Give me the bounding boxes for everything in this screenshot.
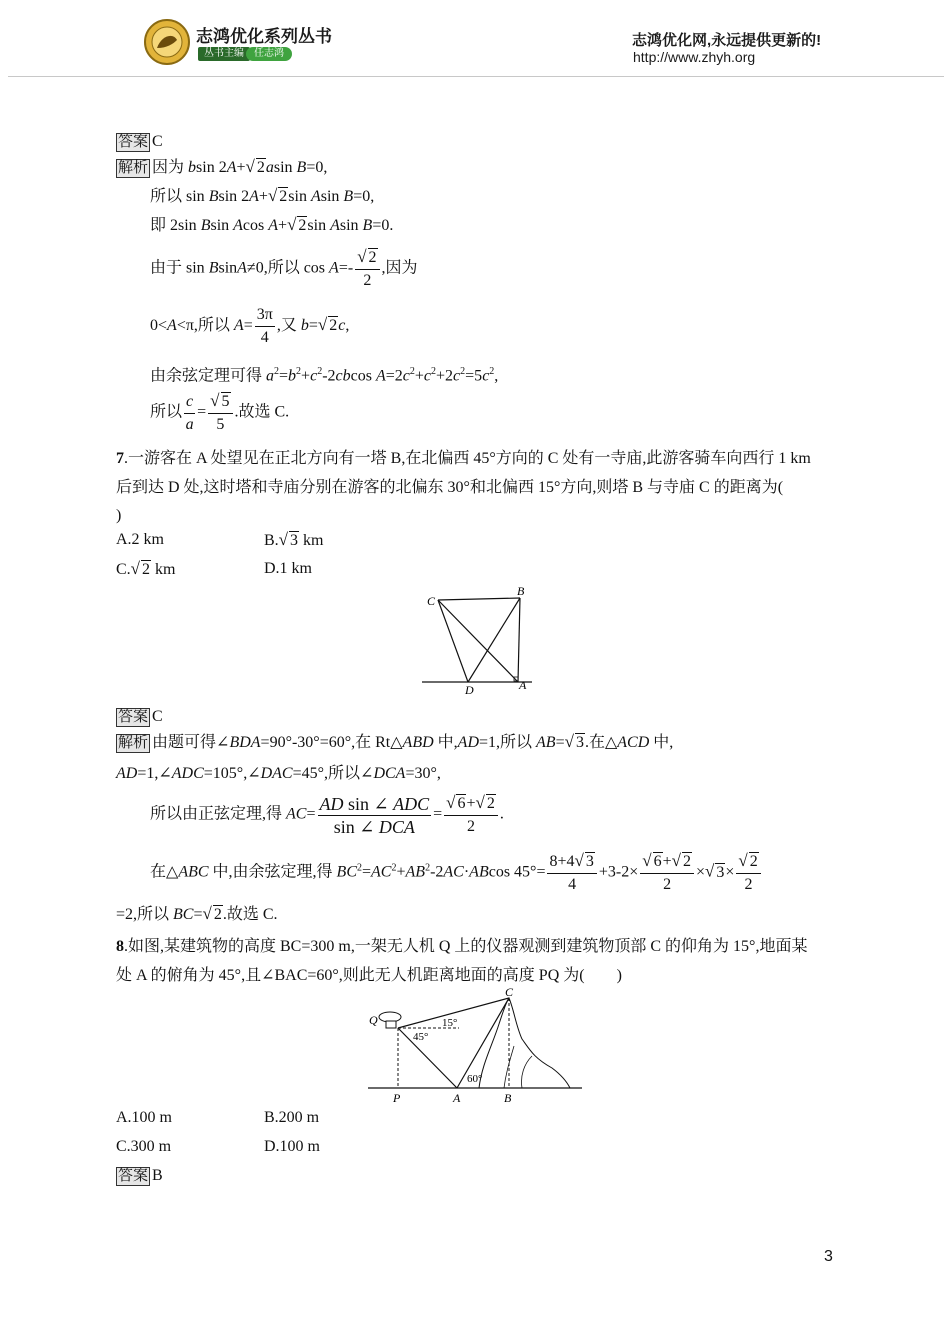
q7-stem-line-1: 7.一游客在 A 处望见在正北方向有一塔 B,在北偏西 45°方向的 C 处有一寺庙,此游客骑车向西行 1 km	[116, 450, 811, 467]
q6-analysis-line-2: 所以 sin Bsin 2A+√ 2sin Asin B=0,	[150, 186, 375, 205]
q8-angle-60: 60°	[467, 1073, 483, 1085]
q6-analysis-line-7: 所以 $\frac{c}{a}$ = $\frac{√ 5}{5}$ .故选 C.	[150, 391, 290, 433]
q7-label-a: A	[519, 678, 527, 692]
q8-mountain-detail	[504, 1046, 532, 1088]
q8-mountain-outline	[479, 998, 570, 1088]
header-divider	[8, 76, 944, 77]
q7-segment-ba	[518, 598, 520, 682]
publisher-logo-icon	[143, 18, 191, 66]
q8-figure	[364, 984, 586, 1106]
q8-angle-15: 15°	[442, 1017, 458, 1029]
q8-stem-line-1: 8.如图,某建筑物的高度 BC=300 m,一架无人机 Q 上的仪器观测到建筑物顶部 C 的仰角为 15°,地面某	[116, 938, 808, 955]
q8-stem-line-2: 处 A 的俯角为 45°,且∠BAC=60°,则此无人机距离地面的高度 PQ 为( )	[116, 967, 622, 984]
analysis-tag: 解析	[118, 735, 149, 751]
q7-label-d: D	[465, 683, 474, 696]
answer-tag: 答案	[118, 1168, 149, 1184]
q6-analysis-line-6: 由余弦定理可得 $a^2=b^2+c^2-2cbcos$ $A=2c^2+c^2+2c^2=5c^2$,	[150, 366, 499, 385]
q7-stem-line-2: 后到达 D 处,这时塔和寺庙分别在游客的北偏东 30°和北偏西 15°方向,则塔 B 与寺庙 C 的距离为(	[116, 479, 784, 496]
q7-segment-cb	[438, 598, 520, 600]
q7-option-a: A.2 km	[116, 531, 164, 548]
q8-label-p: P	[393, 1091, 401, 1105]
q6-analysis-line-5: 0<A<π,所以 A= $\frac{3\pi}{4}$ ,又 b=√ 2c,	[150, 306, 350, 346]
q8-option-c: C.300 m	[116, 1138, 172, 1155]
q7-label-b: B	[517, 584, 525, 598]
q8-label-q: Q	[369, 1013, 378, 1027]
q7-analysis-line-3: 所以由正弦定理,得 AC= $\frac{\text{AD sin ∠ ADC}}{\text{sin ∠ DCA}}$ = $\frac{√ 6+√ 2}{2}$ .	[150, 793, 504, 837]
page-number: 3	[824, 1248, 833, 1265]
q7-stem-line-3: )	[116, 507, 122, 524]
q7-analysis-line-1: 解析 由题可得∠BDA=90°-30°=60°,在 Rt△ABD 中,AD=1,所以 AB=√ 3.在△ACD 中,	[118, 732, 674, 751]
header-url[interactable]: http://www.zhyh.org	[633, 49, 756, 65]
q7-option-c: C.√ 2 km	[116, 559, 176, 578]
slogan: 志鸿优化网,永远提供更新的!	[632, 32, 822, 49]
q7-analysis-line-5: =2,所以 BC=√ 2.故选 C.	[116, 904, 278, 923]
editor-name: 任志鸿	[246, 47, 292, 61]
q8-label-c: C	[505, 985, 514, 999]
answer-tag: 答案	[118, 709, 149, 725]
q8-angle-45: 45°	[413, 1031, 429, 1043]
q8-option-a: A.100 m	[116, 1109, 172, 1126]
q7-option-b: B.√ 3 km	[264, 530, 324, 549]
q7-analysis-line-2: AD=1,∠ADC=105°,∠DAC=45°,所以∠DCA=30°,	[116, 765, 441, 782]
q8-option-b: B.200 m	[264, 1109, 320, 1126]
q6-analysis-line-3: 即 2sin Bsin Acos A+√ 2sin Asin B=0.	[150, 215, 394, 234]
q7-segment-bd	[468, 598, 520, 682]
q8-option-d: D.100 m	[264, 1138, 320, 1155]
q7-analysis-line-4: 在△ABC 中,由余弦定理,得 $BC^2=AC^2+AB^2-2AC\cdot ABcos$ 45°= $\frac{8+4√ 3}{4}$ +3-2× $\frac{√ 6+√ 2}{2}$ ×√ 3× $\frac{√ 2}{2}$	[150, 850, 763, 896]
q8-segment-ac	[457, 998, 509, 1088]
q8-answer: 答案 B	[118, 1167, 163, 1184]
q7-answer: 答案 C	[118, 708, 163, 725]
analysis-tag: 解析	[118, 160, 149, 176]
q6-analysis-line-4: 由于 sin BsinA≠0,所以 cos A=- $\frac{√ 2}{2}$ ,因为	[150, 247, 418, 289]
q7-segment-ca	[438, 600, 518, 682]
q7-label-c: C	[427, 594, 436, 608]
q8-label-a: A	[453, 1091, 461, 1105]
q7-figure	[418, 584, 536, 696]
answer-tag: 答案	[118, 134, 149, 150]
q7-segment-cd	[438, 600, 468, 682]
q6-answer: 答案 C	[118, 133, 163, 150]
q8-label-b: B	[504, 1091, 512, 1105]
series-title: 志鸿优化系列丛书	[196, 27, 332, 46]
q8-drone-body	[386, 1021, 396, 1028]
q7-option-d: D.1 km	[264, 560, 312, 577]
q6-analysis-line-1: 解析 因为 bsin 2A+√ 2asin B=0,	[118, 157, 328, 176]
editor-label: 丛书主编	[198, 47, 250, 61]
